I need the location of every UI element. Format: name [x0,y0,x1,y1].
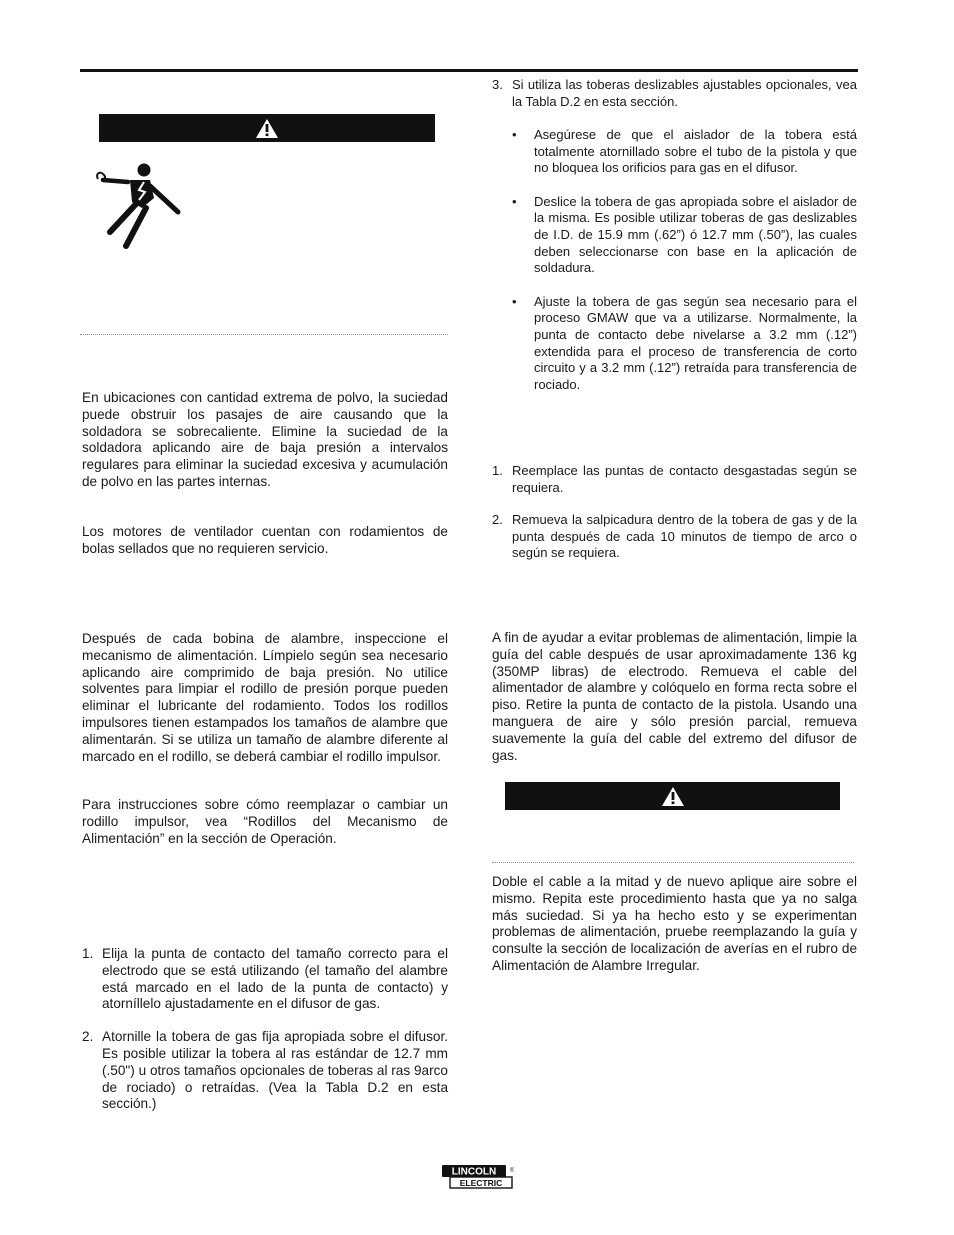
fan-motor-paragraph: Los motores de ventilador cuentan con rodamientos de bolas sellados que no requieren servicio. [82,524,448,556]
dust-paragraph: En ubicaciones con cantidad extrema de polvo, la suciedad puede obstruir los pasajes de aire causando que la soldadora se sobrecaliente. Elimine la suciedad de la soldadora aplicando aire de baja presión a intervalos regulares para eliminar la suciedad excesiva y acumulación de polvo en las partes internas. [82,390,448,489]
cable-cleaning-paragraph: A fin de ayudar a evitar problemas de alimentación, limpie la guía del cable después de usar aproximadamente 136 kg (350MP libras) de electrodo. Remueva el cable del alimentador de alambre y colóquelo en forma recta sobre el piso. Retire la punta de contacto de la pistola. Usando una manguera de aire y sólo presión parcial, remueva suavemente la guía del cable del extremo del difusor de gas. [492,630,857,763]
warning-bar [505,782,840,810]
warning-triangle-icon [255,118,279,139]
bullet-item: • Ajuste la tobera de gas según sea necesario para el proceso GMAW que va a utilizarse. Normalmente, la punta de contacto debe nivelarse a 3.2 mm (.12”) extendida para el proceso de transferencia de corto circuito y a 3.2 mm (.12”) retraída para transferencia de rociado. [512,293,857,392]
svg-text:ELECTRIC: ELECTRIC [459,1178,503,1188]
list-item-3: 3. Si utiliza las toberas deslizables ajustables opcionales, vea la Tabla D.2 en esta sección. [492,77,857,109]
list-item: 2. Remueva la salpicadura dentro de la tobera de gas y de la punta después de cada 10 minutos de tiempo de arco o según se requiera. [492,512,857,561]
warning-bar [99,114,435,142]
nozzle-bullets [492,127,857,393]
drive-roll-reference-paragraph: Para instrucciones sobre cómo reemplazar o cambiar un rodillo impulsor, vea “Rodillos del Mecanismo de Alimentación” en la sección de Operación. [82,797,448,846]
list-item: 1. Elija la punta de contacto del tamaño correcto para el electrodo que se está utilizando (el tamaño del alambre está marcado en el lado de la punta de contacto) y atorníllelo ajustadamente en el difusor de gas. [82,946,448,1012]
maintenance-list [492,463,857,562]
drive-roll-paragraph: Después de cada bobina de alambre, inspeccione el mecanismo de alimentación. Límpielo según sea necesario aplicando aire comprimido de baja presión. No utilice solventes para limpiar el rodillo de presión porque pueden eliminar el lubricante del rodamiento. Todos los rodillos impulsores tienen estampados los tamaños de alambre que alimentarán. Si se utiliza un tamaño de alambre diferente al marcado en el rodillo, se deberá cambiar el rodillo impulsor. [82,631,448,764]
warning-triangle-icon [661,786,685,807]
bend-cable-paragraph: Doble el cable a la mitad y de nuevo aplique aire sobre el mismo. Repita este procedimiento hasta que ya no salga más suciedad. Si ya ha hecho esto y se experimentan problemas de alimentación, pruebe reemplazando la guía y consulte la sección de localización de averías en el rubro de Alimentación de Alambre Irregular. [492,874,857,973]
list-item: 1. Reemplace las puntas de contacto desgastadas según se requiera. [492,463,857,495]
section-divider [80,334,448,335]
svg-text:LINCOLN: LINCOLN [451,1166,497,1178]
contact-tip-list [82,946,448,1113]
svg-text:®: ® [510,1168,514,1174]
electric-shock-hazard-icon [92,162,184,250]
lincoln-electric-logo [441,1164,514,1190]
top-rule [80,69,858,72]
list-item: 2. Atornille la tobera de gas fija apropiada sobre el difusor. Es posible utilizar la tobera al ras estándar de 12.7 mm (.50") u otros tamaños opcionales de toberas al ras 9arco de rociado) o retraídas. (Vea la Tabla D.2 en esta sección.) [82,1029,448,1112]
bullet-item: • Deslice la tobera de gas apropiada sobre el aislador de la misma. Es posible utilizar toberas de gas deslizables de I.D. de 15.9 mm (.62”) ó 12.7 mm (.50”), las cuales deben seleccionarse con base en la aplicación de soldadura. [512,193,857,276]
section-divider [492,862,854,863]
bullet-item: • Asegúrese de que el aislador de la tobera está totalmente atornillado sobre el tubo de la pistola y que no bloquea los orificios para gas en el difusor. [512,127,857,176]
